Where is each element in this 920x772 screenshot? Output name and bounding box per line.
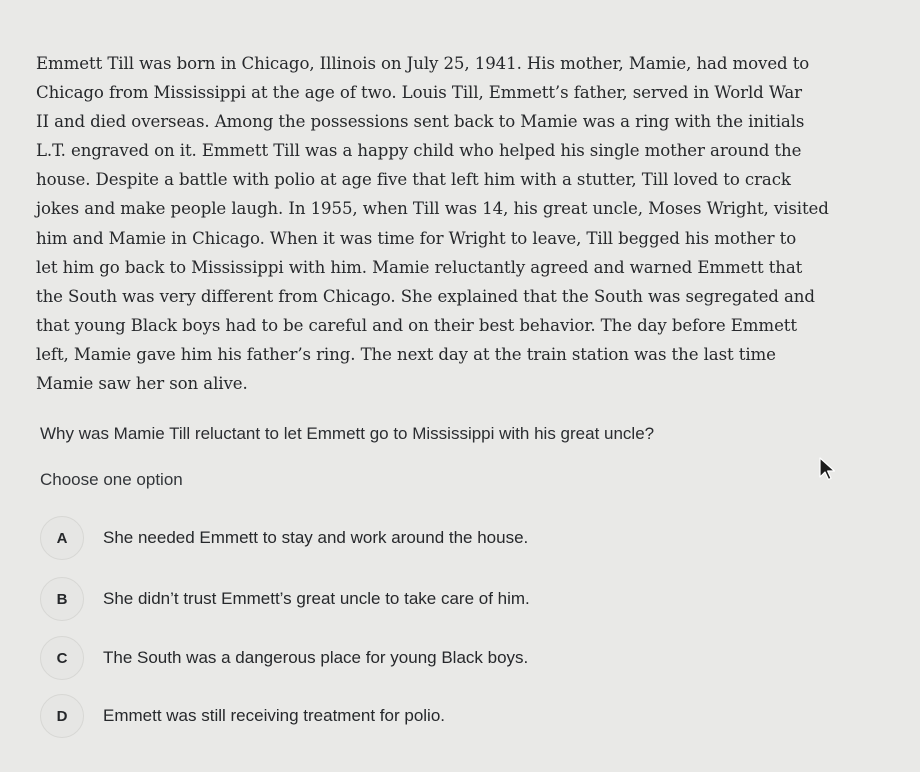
option-letter-badge[interactable]: C	[40, 636, 84, 680]
reading-passage	[36, 49, 829, 398]
choose-one-instruction: Choose one option	[40, 470, 183, 489]
option-b[interactable]	[40, 576, 740, 622]
passage-line: jokes and make people laugh. In 1955, when Till was 14, his great uncle, Moses Wright, visited	[36, 199, 829, 219]
passage-line: left, Mamie gave him his father’s ring. The next day at the train station was the last time	[36, 344, 776, 364]
option-text[interactable]: She needed Emmett to stay and work around the house.	[103, 528, 529, 547]
passage-line: house. Despite a battle with polio at age five that left him with a stutter, Till loved to crack	[36, 170, 791, 190]
passage-line: Chicago from Mississippi at the age of two. Louis Till, Emmett’s father, served in World War	[36, 83, 802, 103]
passage-line: him and Mamie in Chicago. When it was time for Wright to leave, Till begged his mother to	[36, 228, 797, 248]
option-c[interactable]	[40, 635, 740, 681]
option-text[interactable]: The South was a dangerous place for young Black boys.	[103, 648, 529, 667]
passage-line: the South was very different from Chicago. She explained that the South was segregated and	[36, 286, 815, 306]
passage-line: let him go back to Mississippi with him. Mamie reluctantly agreed and warned Emmett that	[36, 257, 803, 277]
option-a[interactable]	[40, 515, 740, 561]
passage-line: L.T. engraved on it. Emmett Till was a happy child who helped his single mother around the	[36, 141, 802, 161]
option-d[interactable]	[40, 693, 740, 739]
option-letter-badge[interactable]: B	[40, 577, 84, 621]
option-letter-badge[interactable]: D	[40, 694, 84, 738]
mouse-pointer-icon	[818, 456, 838, 482]
option-text[interactable]: Emmett was still receiving treatment for polio.	[103, 706, 446, 725]
passage-line: Emmett Till was born in Chicago, Illinois on July 25, 1941. His mother, Mamie, had moved to	[36, 54, 810, 73]
passage-line: Mamie saw her son alive.	[36, 374, 248, 394]
question-text: Why was Mamie Till reluctant to let Emmett go to Mississippi with his great uncle?	[40, 424, 655, 443]
option-text[interactable]: She didn’t trust Emmett’s great uncle to take care of him.	[103, 589, 530, 608]
passage-line: that young Black boys had to be careful and on their best behavior. The day before Emmett	[36, 315, 797, 335]
option-letter-badge[interactable]: A	[40, 516, 84, 560]
passage-line: II and died overseas. Among the possessions sent back to Mamie was a ring with the initials	[36, 112, 805, 132]
